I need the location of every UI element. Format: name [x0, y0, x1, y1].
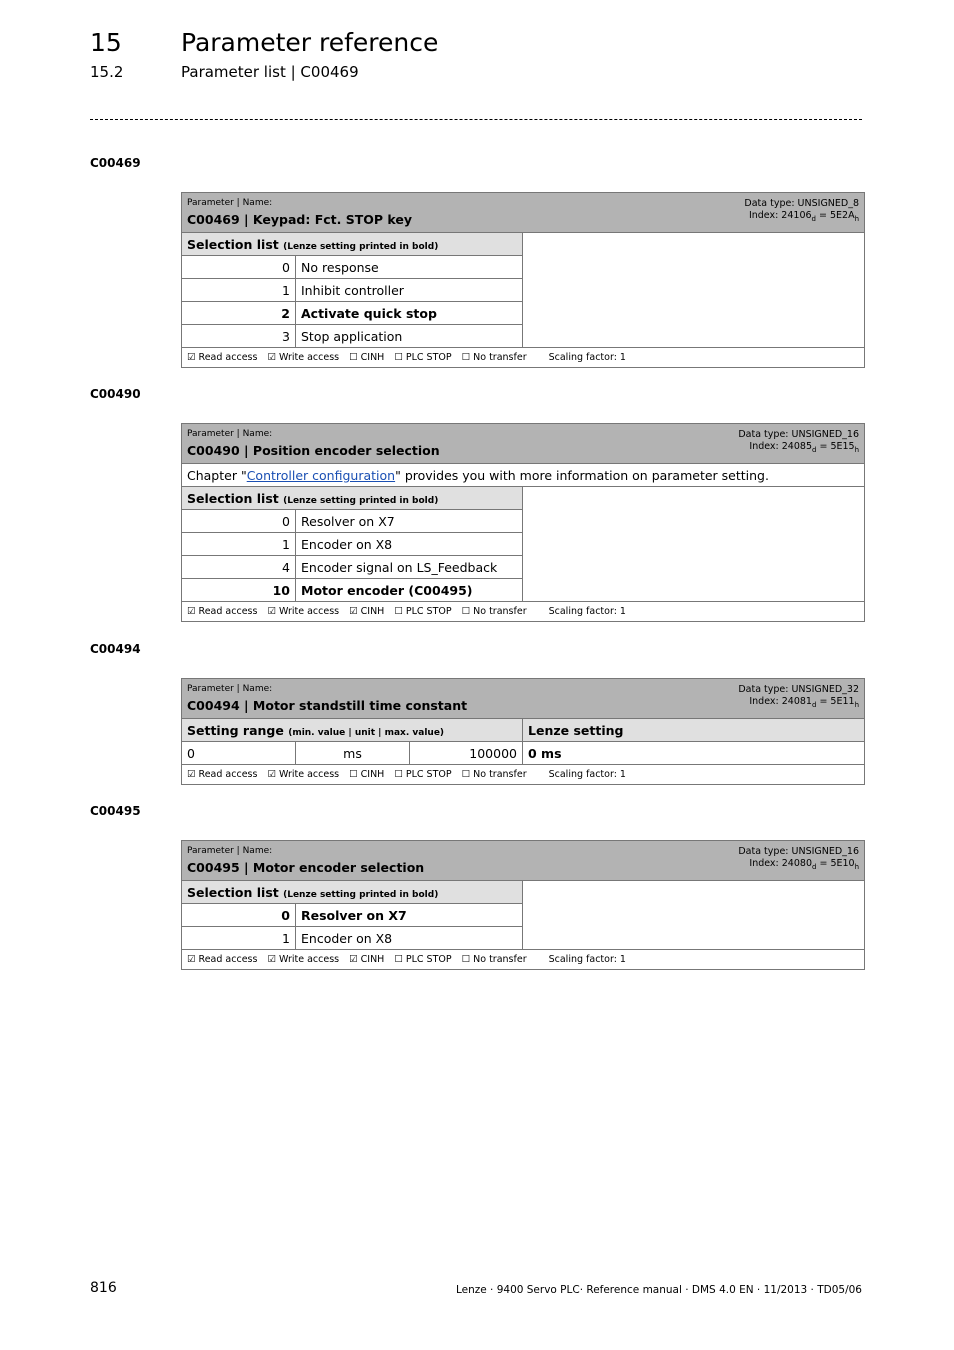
chapter-number: 15: [90, 28, 122, 57]
data-type: Data type: UNSIGNED_32: [738, 684, 859, 695]
param-name-label: Parameter | Name:: [187, 429, 273, 439]
list-item: 0 Resolver on X7: [182, 510, 865, 533]
list-item-default: 0 Resolver on X7: [182, 904, 865, 927]
list-item: 1 Encoder on X8: [182, 927, 865, 950]
access-footer: ☑ Read access ☑ Write access ☐ CINH ☐ PLC STOP ☐ No transfer Scaling factor: 1: [182, 765, 865, 785]
controller-configuration-link[interactable]: Controller configuration: [246, 467, 396, 483]
selection-list-header: Selection list (Lenze setting printed in bold): [182, 233, 523, 256]
param-index: Index: $24081_d = 5E11_h$: [749, 696, 859, 709]
param-heading-c00469: C00469: [90, 156, 141, 170]
page-number: 816: [90, 1280, 117, 1296]
range-min: 0: [182, 742, 296, 765]
param-heading-c00494: C00494: [90, 642, 141, 656]
param-header: [182, 679, 865, 719]
data-type: Data type: UNSIGNED_8: [744, 198, 860, 209]
param-name: C00469 | Keypad: Fct. STOP key: [187, 212, 412, 227]
param-header: [182, 193, 865, 233]
list-item-default: 2 Activate quick stop: [182, 302, 865, 325]
blank-cell: [523, 881, 865, 950]
setting-range-header: Setting range (min. value | unit | max. value): [182, 719, 523, 742]
param-table-c00494: [181, 678, 865, 785]
list-item: 1 Inhibit controller: [182, 279, 865, 302]
range-unit: ms: [296, 742, 410, 765]
param-index: Index: $24085_d = 5E15_h$: [749, 441, 860, 454]
list-item: 3 Stop application: [182, 325, 865, 348]
param-name-label: Parameter | Name:: [187, 198, 273, 208]
param-heading-c00495: C00495: [90, 804, 141, 818]
selection-list-header: Selection list (Lenze setting printed in bold): [182, 881, 523, 904]
param-name-label: Parameter | Name:: [187, 846, 273, 856]
list-item: 1 Encoder on X8: [182, 533, 865, 556]
section-number: 15.2: [90, 63, 124, 81]
param-header: [182, 841, 865, 881]
list-item-default: 10 Motor encoder (C00495): [182, 579, 865, 602]
param-name-label: Parameter | Name:: [187, 684, 273, 694]
page-footer-text: Lenze · 9400 Servo PLC· Reference manual · DMS 4.0 EN · 11/2013 · TD05/06: [455, 1284, 862, 1296]
access-footer: ☑ Read access ☑ Write access ☐ CINH ☐ PLC STOP ☐ No transfer Scaling factor: 1: [182, 348, 865, 368]
param-header: [182, 424, 865, 464]
data-type: Data type: UNSIGNED_16: [738, 846, 860, 857]
chapter-title: Parameter reference: [181, 28, 439, 57]
param-heading-c00490: C00490: [90, 387, 141, 401]
param-table-c00490: [181, 423, 865, 622]
param-table-c00469: [181, 192, 865, 368]
param-table-c00495: [181, 840, 865, 970]
param-index: Index: $24106_d = 5E2A_h$: [748, 210, 860, 223]
blank-cell: [523, 487, 865, 602]
lenze-setting-value: 0 ms: [523, 742, 865, 765]
param-name: C00490 | Position encoder selection: [187, 443, 440, 458]
access-footer: ☑ Read access ☑ Write access ☑ CINH ☐ PLC STOP ☐ No transfer Scaling factor: 1: [182, 602, 865, 622]
access-footer: ☑ Read access ☑ Write access ☑ CINH ☐ PLC STOP ☐ No transfer Scaling factor: 1: [182, 950, 865, 970]
lenze-setting-header: Lenze setting: [523, 719, 865, 742]
param-index: Index: $24080_d = 5E10_h$: [749, 858, 860, 871]
selection-list-header: Selection list (Lenze setting printed in bold): [182, 487, 523, 510]
list-item: 4 Encoder signal on LS_Feedback: [182, 556, 865, 579]
section-title: Parameter list | C00469: [181, 63, 359, 81]
param-name: C00494 | Motor standstill time constant: [187, 698, 468, 713]
range-row: [182, 742, 865, 765]
param-name: C00495 | Motor encoder selection: [187, 860, 425, 875]
range-max: 100000: [410, 742, 523, 765]
blank-cell: [523, 233, 865, 348]
header-dashed-rule: [90, 119, 862, 120]
info-row: Chapter "Controller configuration" provides you with more information on parameter setting.: [182, 464, 865, 487]
data-type: Data type: UNSIGNED_16: [738, 429, 860, 440]
list-item: 0 No response: [182, 256, 865, 279]
